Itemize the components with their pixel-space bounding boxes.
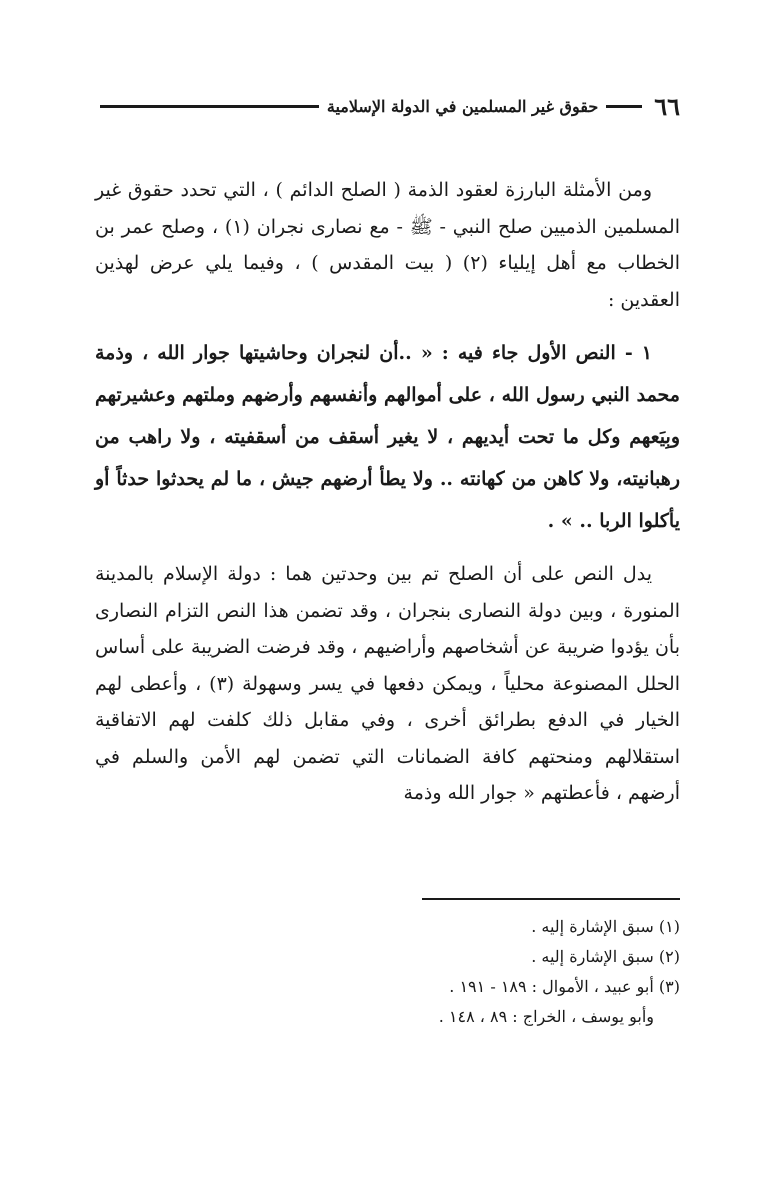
footnote-3-continuation: وأبو يوسف ، الخراج : ٨٩ ، ١٤٨ .: [438, 1007, 654, 1026]
page-header: [100, 92, 680, 121]
intro-paragraph: ومن الأمثلة البارزة لعقود الذمة ( الصلح الدائم ) ، التي تحدد حقوق غير المسلمين الذميين صلح النبي - ﷺ - مع نصارى نجران (١) ، وصلح عمر بن الخطاب مع أهل إيلياء (٢) ( بيت المقدس ) ، وفيما يلي عرض لهذين العقدين :: [95, 179, 680, 311]
treaty-quote: ١ - النص الأول جاء فيه : « ..أن لنجران وحاشيتها جوار الله ، وذمة محمد النبي رسول الله ، على أموالهم وأنفسهم وأرضهم وملتهم وعشيرتهم وبِيَعهم وكل ما تحت أيديهم ، لا يغير أسقف من أسقفيته ، ولا راهب من رهبانيته، ولا كاهن من كهانته .. ولا يطأ أرضهم جيش ، ما لم يحدثوا حدثاً أو يأكلوا الربا .. » .: [95, 342, 680, 532]
footnote-2: (٢) سبق الإشارة إليه .: [531, 947, 680, 966]
main-text: [95, 172, 680, 812]
page-number: ٦٦: [654, 92, 680, 121]
footnotes: [95, 912, 680, 1032]
footnote-3: (٣) أبو عبيد ، الأموال : ١٨٩ - ١٩١ .: [449, 977, 680, 996]
footnote-divider: [422, 898, 680, 900]
footnote-1: (١) سبق الإشارة إليه .: [531, 917, 680, 936]
running-title: حقوق غير المسلمين في الدولة الإسلامية: [326, 97, 599, 116]
analysis-paragraph: يدل النص على أن الصلح تم بين وحدتين هما : دولة الإسلام بالمدينة المنورة ، وبين دولة النصارى بنجران ، وقد تضمن هذا النص التزام النصارى بأن يؤدوا ضريبة عن أشخاصهم وأراضيهم ، وقد فرضت الضريبة على أساس الحلل المصنوعة محلياً ، ويمكن دفعها في يسر وسهولة (٣) ، وأعطى لهم الخيار في الدفع بطرائق أخرى ، وفي مقابل ذلك كلفت لهم الاتفاقية استقلالهم ومنحتهم كافة الضمانات التي تضمن لهم الأمن والسلم في أرضهم ، فأعطتهم « جوار الله وذمة: [95, 563, 680, 804]
header-rule-left: [100, 105, 319, 108]
header-rule-right: [606, 105, 642, 108]
